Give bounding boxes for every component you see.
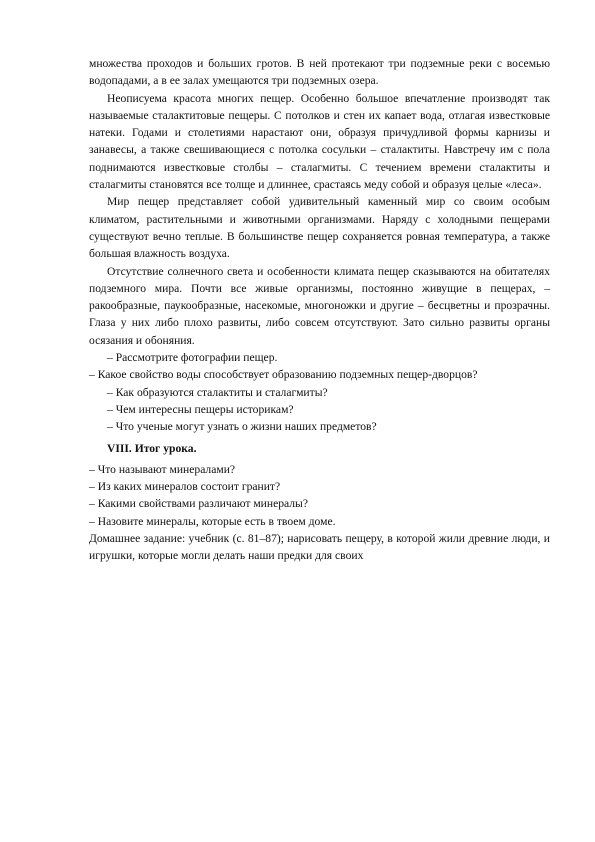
question-historians: – Чем интересны пещеры историкам? (107, 402, 294, 416)
question-water-property: – Какое свойство воды способствует образованию подземных пещер-дворцов? (89, 368, 478, 382)
question-stalactites-formation: – Как образуются сталактиты и сталагмиты? (107, 385, 328, 399)
question-photos: – Рассмотрите фотографии пещер. (107, 351, 278, 365)
document-body (89, 55, 550, 565)
question-granite: – Из каких минералов состоит гранит? (89, 480, 281, 494)
paragraph-caves-continued: множества проходов и больших гротов. В ней протекают три подземные реки с восемью водопадами, а в ее залах умещаются три подземных озера. (89, 57, 550, 88)
section-heading-lesson-summary: VIII. Итог урока. (107, 441, 197, 455)
paragraph-cave-inhabitants: Отсутствие солнечного света и особенности климата пещер сказываются на обитателях подземного мира. Почти все живые организмы, постоянно живущие в пещерах, – ракообразные, паукообразные, насекомые, многоножки и другие – бесцветны и прозрачны. Глаза у них либо плохо развиты, либо совсем отсутствуют. Зато сильно развиты органы осязания и обоняния. (89, 264, 550, 347)
question-minerals-definition: – Что называют минералами? (89, 462, 236, 476)
question-mineral-properties: – Какими свойствами различают минералы? (89, 497, 308, 511)
question-scientists: – Что ученые могут узнать о жизни наших предметов? (107, 420, 377, 434)
paragraph-stalactite-caves: Неописуема красота многих пещер. Особенно большое впечатление производят так называемые сталактитовые пещеры. С потолков и стен их капает вода, отлагая известковые натеки. Годами и столетиями нарастают они, образуя причудливой формы карнизы и занавесы, а также свешивающиеся с потолка сосульки – сталактиты. Навстречу им с пола поднимаются известковые столбы – сталагмиты. С течением времени сталактиты и сталагмиты становятся все толще и длиннее, срастаясь меду собой и образуя целые «леса». (89, 91, 550, 192)
homework-assignment: Домашнее задание: учебник (с. 81–87); нарисовать пещеру, в которой жили древние люди, и игрушки, которые могли делать наши предки для своих (89, 532, 550, 563)
paragraph-cave-climate: Мир пещер представляет собой удивительный каменный мир со своим особым климатом, растительными и животными организмами. Наряду с холодными пещерами существуют вечно теплые. В большинстве пещер сохраняется ровная температура, а также большая влажность воздуха. (89, 195, 550, 261)
question-home-minerals: – Назовите минералы, которые есть в твоем доме. (89, 514, 336, 528)
